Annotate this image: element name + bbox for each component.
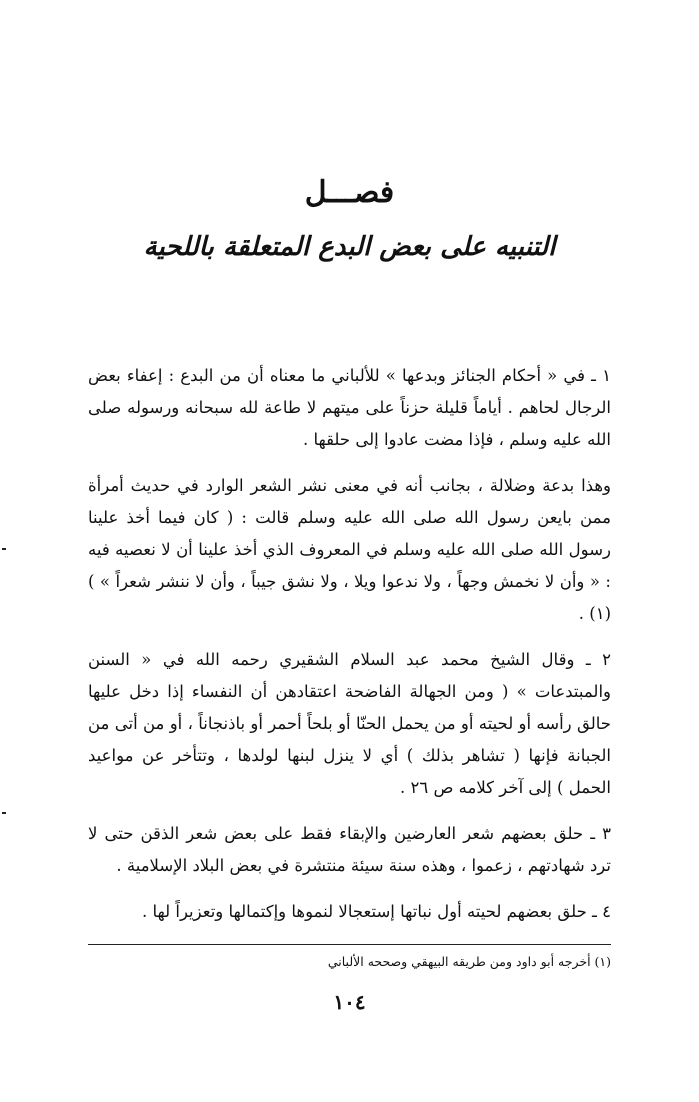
paragraph-1: ١ ـ في « أحكام الجنائز وبدعها » للألباني ما معناه أن من البدع : إعفاء بعض الرجال لحاهم . أياماً قليلة حزناً على ميتهم لا طاعة لله سبحانه ورسوله صلى الله عليه وسلم ، فإذا مضت عادوا إلى حلقها . — [88, 366, 611, 449]
paragraph-5: ٤ ـ حلق بعضهم لحيته أول نباتها إستعجالا لنموها وإكتمالها وتعزيراً لها . — [141, 902, 611, 921]
margin-mark — [2, 548, 6, 550]
chapter-title: فصـــل — [304, 175, 395, 210]
paragraph-3: ٢ ـ وقال الشيخ محمد عبد السلام الشقيري رحمه الله في « السنن والمبتدعات » ( ومن الجهالة الفاضحة اعتقادهن أن النفساء إذا دخل عليها حالق رأسه أو لحيته أو من يحمل الحنّا أو بلحاً أحمر أو باذنجاناً ، أو من أتى من الجبانة فإنها ( تشاهر بذلك ) أي لا ينزل لبنها لولدها ، وتتأخر عن مواعيد الحمل ) إلى آخر كلامه ص ٢٦ . — [88, 650, 611, 797]
page-number: ١٠٤ — [333, 990, 366, 1014]
chapter-subtitle: التنبيه على بعض البدع المتعلقة باللحية — [143, 232, 556, 262]
body-text — [88, 360, 611, 942]
footnote-divider — [88, 944, 611, 945]
paragraph-2: وهذا بدعة وضلالة ، بجانب أنه في معنى نشر الشعر الوارد في حديث أمرأة ممن بايعن رسول الله صلى الله عليه وسلم قالت : ( كان فيما أخذ علينا رسول الله صلى الله عليه وسلم في المعروف الذي أخذ علينا أن لا نعصيه فيه : « وأن لا نخمش وجهاً ، ولا ندعوا ويلا ، ولا نشق جيباً ، وأن لا ننشر شعراً » )(١) . — [88, 476, 612, 623]
paragraph-4: ٣ ـ حلق بعضهم شعر العارضين والإبقاء فقط على بعض شعر الذقن حتى لا ترد شهادتهم ، زعموا ، وهذه سنة سيئة منتشرة في بعض البلاد الإسلامية . — [88, 824, 611, 875]
margin-mark — [2, 812, 6, 814]
chapter-heading — [0, 175, 699, 262]
footnote: (١) أخرجه أبو داود ومن طريقه البيهقي وصححه الألباني — [327, 954, 611, 969]
